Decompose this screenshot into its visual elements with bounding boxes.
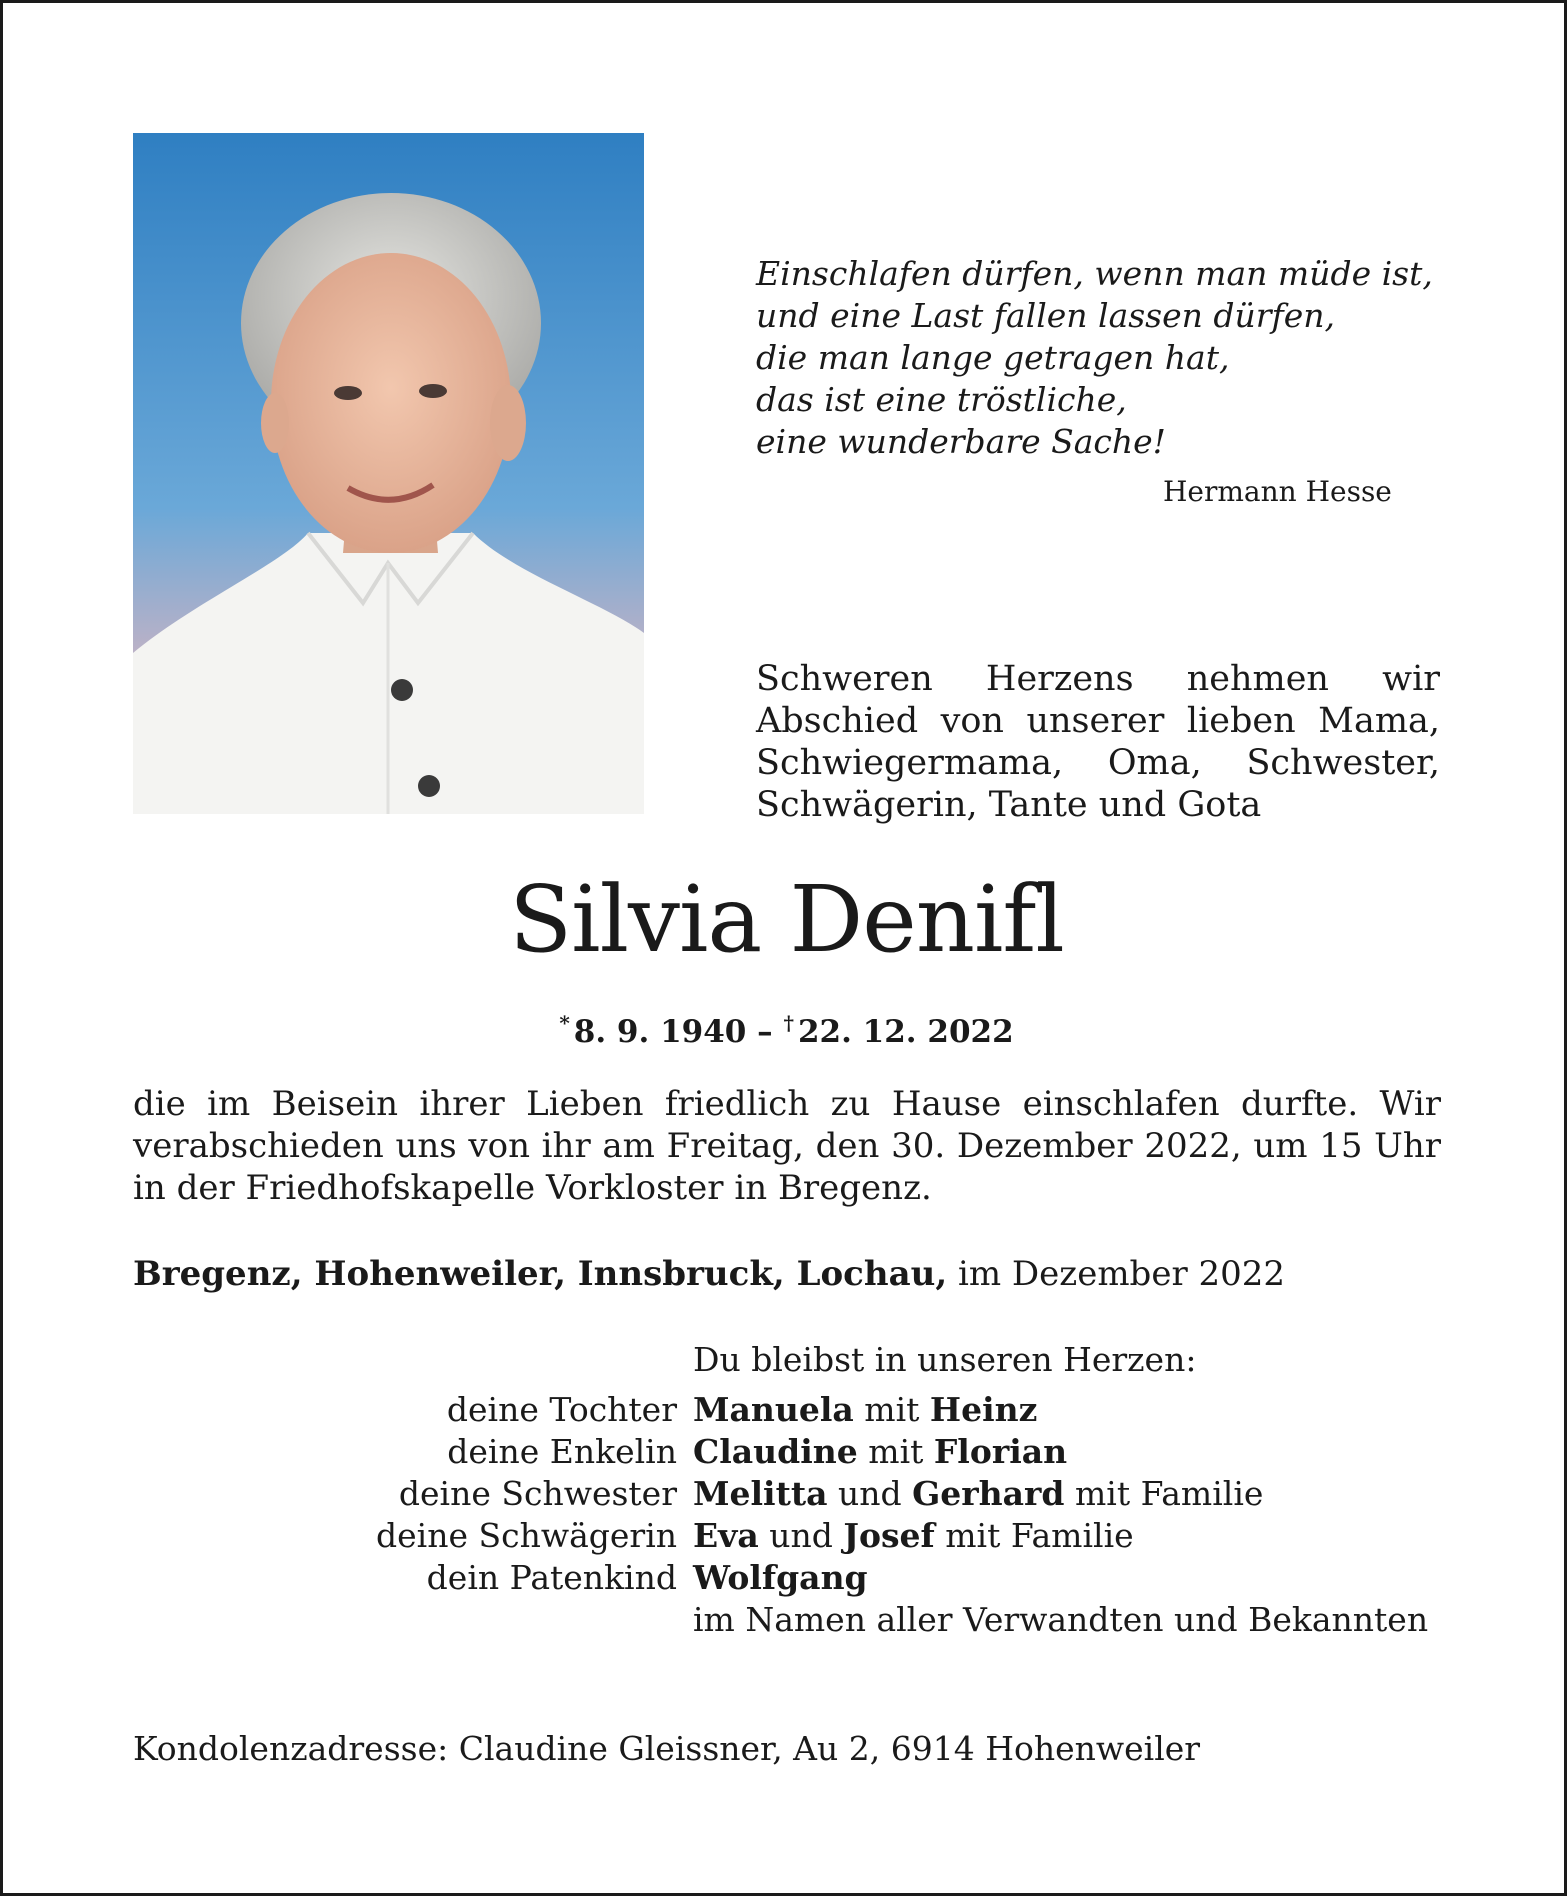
death-symbol: † [783, 1011, 794, 1035]
intro-paragraph: Schweren Herzens nehmen wir Abschied von unserer lieben Mama, Schwiegermama, Oma, Schwester, Schwägerin, Tante und Gota [756, 659, 1440, 825]
family-connector: und [758, 1516, 844, 1555]
family-connector: mit Familie [1064, 1474, 1264, 1513]
birth-date: 8. 9. 1940 [573, 1014, 747, 1050]
place-date: im Dezember 2022 [957, 1254, 1286, 1294]
family-row [133, 1557, 1463, 1599]
family-members [693, 1515, 1134, 1557]
family-relation: dein Patenkind [426, 1558, 677, 1597]
family-row [133, 1473, 1463, 1515]
quote-line: eine wunderbare Sache! [756, 422, 1166, 461]
quote-line: die man lange getragen hat, [756, 338, 1230, 377]
family-relation: deine Tochter [446, 1390, 677, 1429]
family-members [693, 1473, 1263, 1515]
place-line [133, 1253, 1441, 1295]
date-separator: – [757, 1014, 773, 1050]
portrait-photo [133, 133, 644, 814]
death-date: 22. 12. 2022 [797, 1014, 1014, 1050]
family-member-name: Eva [693, 1516, 759, 1555]
family-members [693, 1389, 1037, 1431]
family-member-name: Gerhard [912, 1474, 1065, 1513]
family-row [133, 1515, 1463, 1557]
family-connector: mit [857, 1432, 934, 1471]
family-relation: deine Enkelin [447, 1432, 677, 1471]
family-member-name: Manuela [693, 1390, 854, 1429]
deceased-name: Silvia Denifl [509, 866, 1064, 973]
family-relation: deine Schwester [398, 1474, 677, 1513]
family-connector: und [827, 1474, 913, 1513]
family-member-name: Florian [933, 1432, 1068, 1471]
life-dates [3, 1003, 1567, 1052]
quote-line: das ist eine tröstliche, [756, 380, 1127, 419]
birth-symbol: * [559, 1011, 570, 1035]
family-closing: im Namen aller Verwandten und Bekannten [693, 1600, 1429, 1639]
family-member-name: Melitta [693, 1474, 828, 1513]
family-row [133, 1389, 1463, 1431]
quote-line: und eine Last fallen lassen dürfen, [756, 296, 1336, 335]
family-row [133, 1431, 1463, 1473]
family-members [693, 1431, 1067, 1473]
quote-line: Einschlafen dürfen, wenn man müde ist, [756, 254, 1433, 293]
family-member-name: Wolfgang [693, 1558, 868, 1597]
family-member-name: Heinz [929, 1390, 1038, 1429]
place-towns: Bregenz, Hohenweiler, Innsbruck, Lochau, [133, 1254, 948, 1294]
family-members [693, 1557, 868, 1599]
family-connector: mit [853, 1390, 930, 1429]
body-paragraph: die im Beisein ihrer Lieben friedlich zu Hause einschlafen durfte. Wir verabschieden uns von ihr am Freitag, den 30. Dezember 2022, um 15 Uhr in der Friedhofskapelle Vorkloster in Bregenz. [133, 1084, 1441, 1208]
family-relation: deine Schwägerin [376, 1516, 677, 1555]
family-heading: Du bleibst in unseren Herzen: [693, 1340, 1197, 1379]
quote-author: Hermann Hesse [1163, 475, 1392, 508]
portrait-image [133, 133, 644, 814]
quote [756, 253, 1436, 463]
condolence-address: Kondolenzadresse: Claudine Gleissner, Au 2, 6914 Hohenweiler [133, 1729, 1201, 1768]
family-list [133, 1389, 1463, 1599]
family-connector: mit Familie [934, 1516, 1134, 1555]
family-member-name: Josef [843, 1516, 935, 1555]
family-member-name: Claudine [693, 1432, 858, 1471]
